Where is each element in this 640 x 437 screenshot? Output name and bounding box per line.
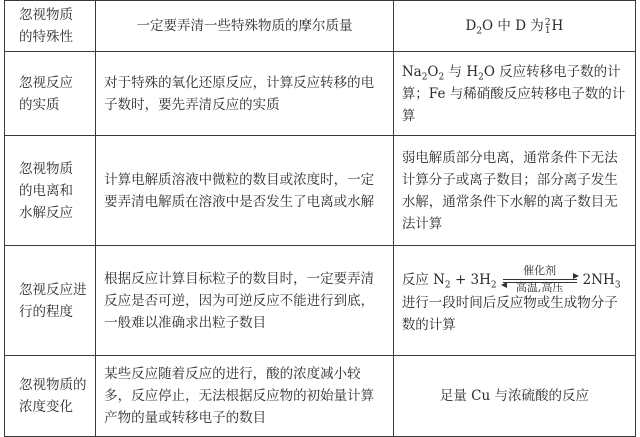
example-cell: $D_2O$ 中 D 为 2 1 H — [393, 1, 635, 52]
table-row — [5, 246, 636, 356]
category-line: 忽视反应进 — [19, 281, 87, 298]
category-line: 忽视物质 — [19, 160, 73, 177]
isotope-notation: 2 1 — [544, 17, 551, 36]
category-line: 的实质 — [19, 96, 60, 113]
category-line: 忽视物质 — [19, 7, 73, 23]
category-cell — [5, 356, 96, 437]
reaction-note: 进行一段时间后反应物或生成物分子数的计算 — [401, 294, 618, 333]
category-cell — [5, 52, 96, 136]
description-cell: 根据反应计算目标粒子的数目时，一定要弄清反应是否可逆，因为可逆反应不能进行到底，一般难以准确求出粒子数目 — [96, 246, 394, 356]
category-line: 忽视物质的 — [19, 377, 87, 393]
knowledge-table — [4, 0, 636, 437]
category-line: 的电离和 — [19, 182, 73, 199]
category-line: 水解反应 — [19, 204, 73, 221]
category-line: 忽视反应 — [19, 74, 73, 91]
category-line: 的特殊性 — [19, 29, 73, 45]
category-cell — [5, 1, 96, 52]
description-cell: 计算电解质溶液中微粒的数目或浓度时，一定要弄清电解质在溶液中是否发生了电离或水解 — [96, 136, 394, 246]
category-cell — [5, 136, 96, 246]
category-line: 行的程度 — [19, 303, 73, 320]
table-row — [5, 136, 636, 246]
example-cell: $Na_2O_2$ 与 $H_2O$ 反应转移电子数的计算；Fe 与稀硝酸反应转移电子数的计算 — [393, 52, 635, 136]
category-cell — [5, 246, 96, 356]
reaction-equation: 反应 $N_2 + 3H_2$ 催化剂 高温,高压 $2NH_3$ — [401, 263, 621, 294]
example-cell: 足量 Cu 与浓硫酸的反应 — [393, 356, 635, 437]
description-cell: 对于特殊的氧化还原反应，计算反应转移的电子数时，要先弄清反应的实质 — [96, 52, 394, 136]
description-cell: 某些反应随着反应的进行，酸的浓度减小较多，反应停止，无法根据反应物的初始量计算产物的量或转移电子的数目 — [96, 356, 394, 437]
table-row — [5, 52, 636, 136]
example-cell — [393, 246, 635, 356]
description-cell: 一定要弄清一些特殊物质的摩尔质量 — [96, 1, 394, 52]
example-cell: 弱电解质部分电离，通常条件下无法计算分子或离子数目；部分离子发生水解，通常条件下水解的离子数目无法计算 — [393, 136, 635, 246]
table-row — [5, 1, 636, 52]
category-line: 浓度变化 — [19, 399, 73, 415]
reversible-arrow-icon: 催化剂 高温,高压 — [501, 270, 579, 292]
table-row — [5, 356, 636, 437]
